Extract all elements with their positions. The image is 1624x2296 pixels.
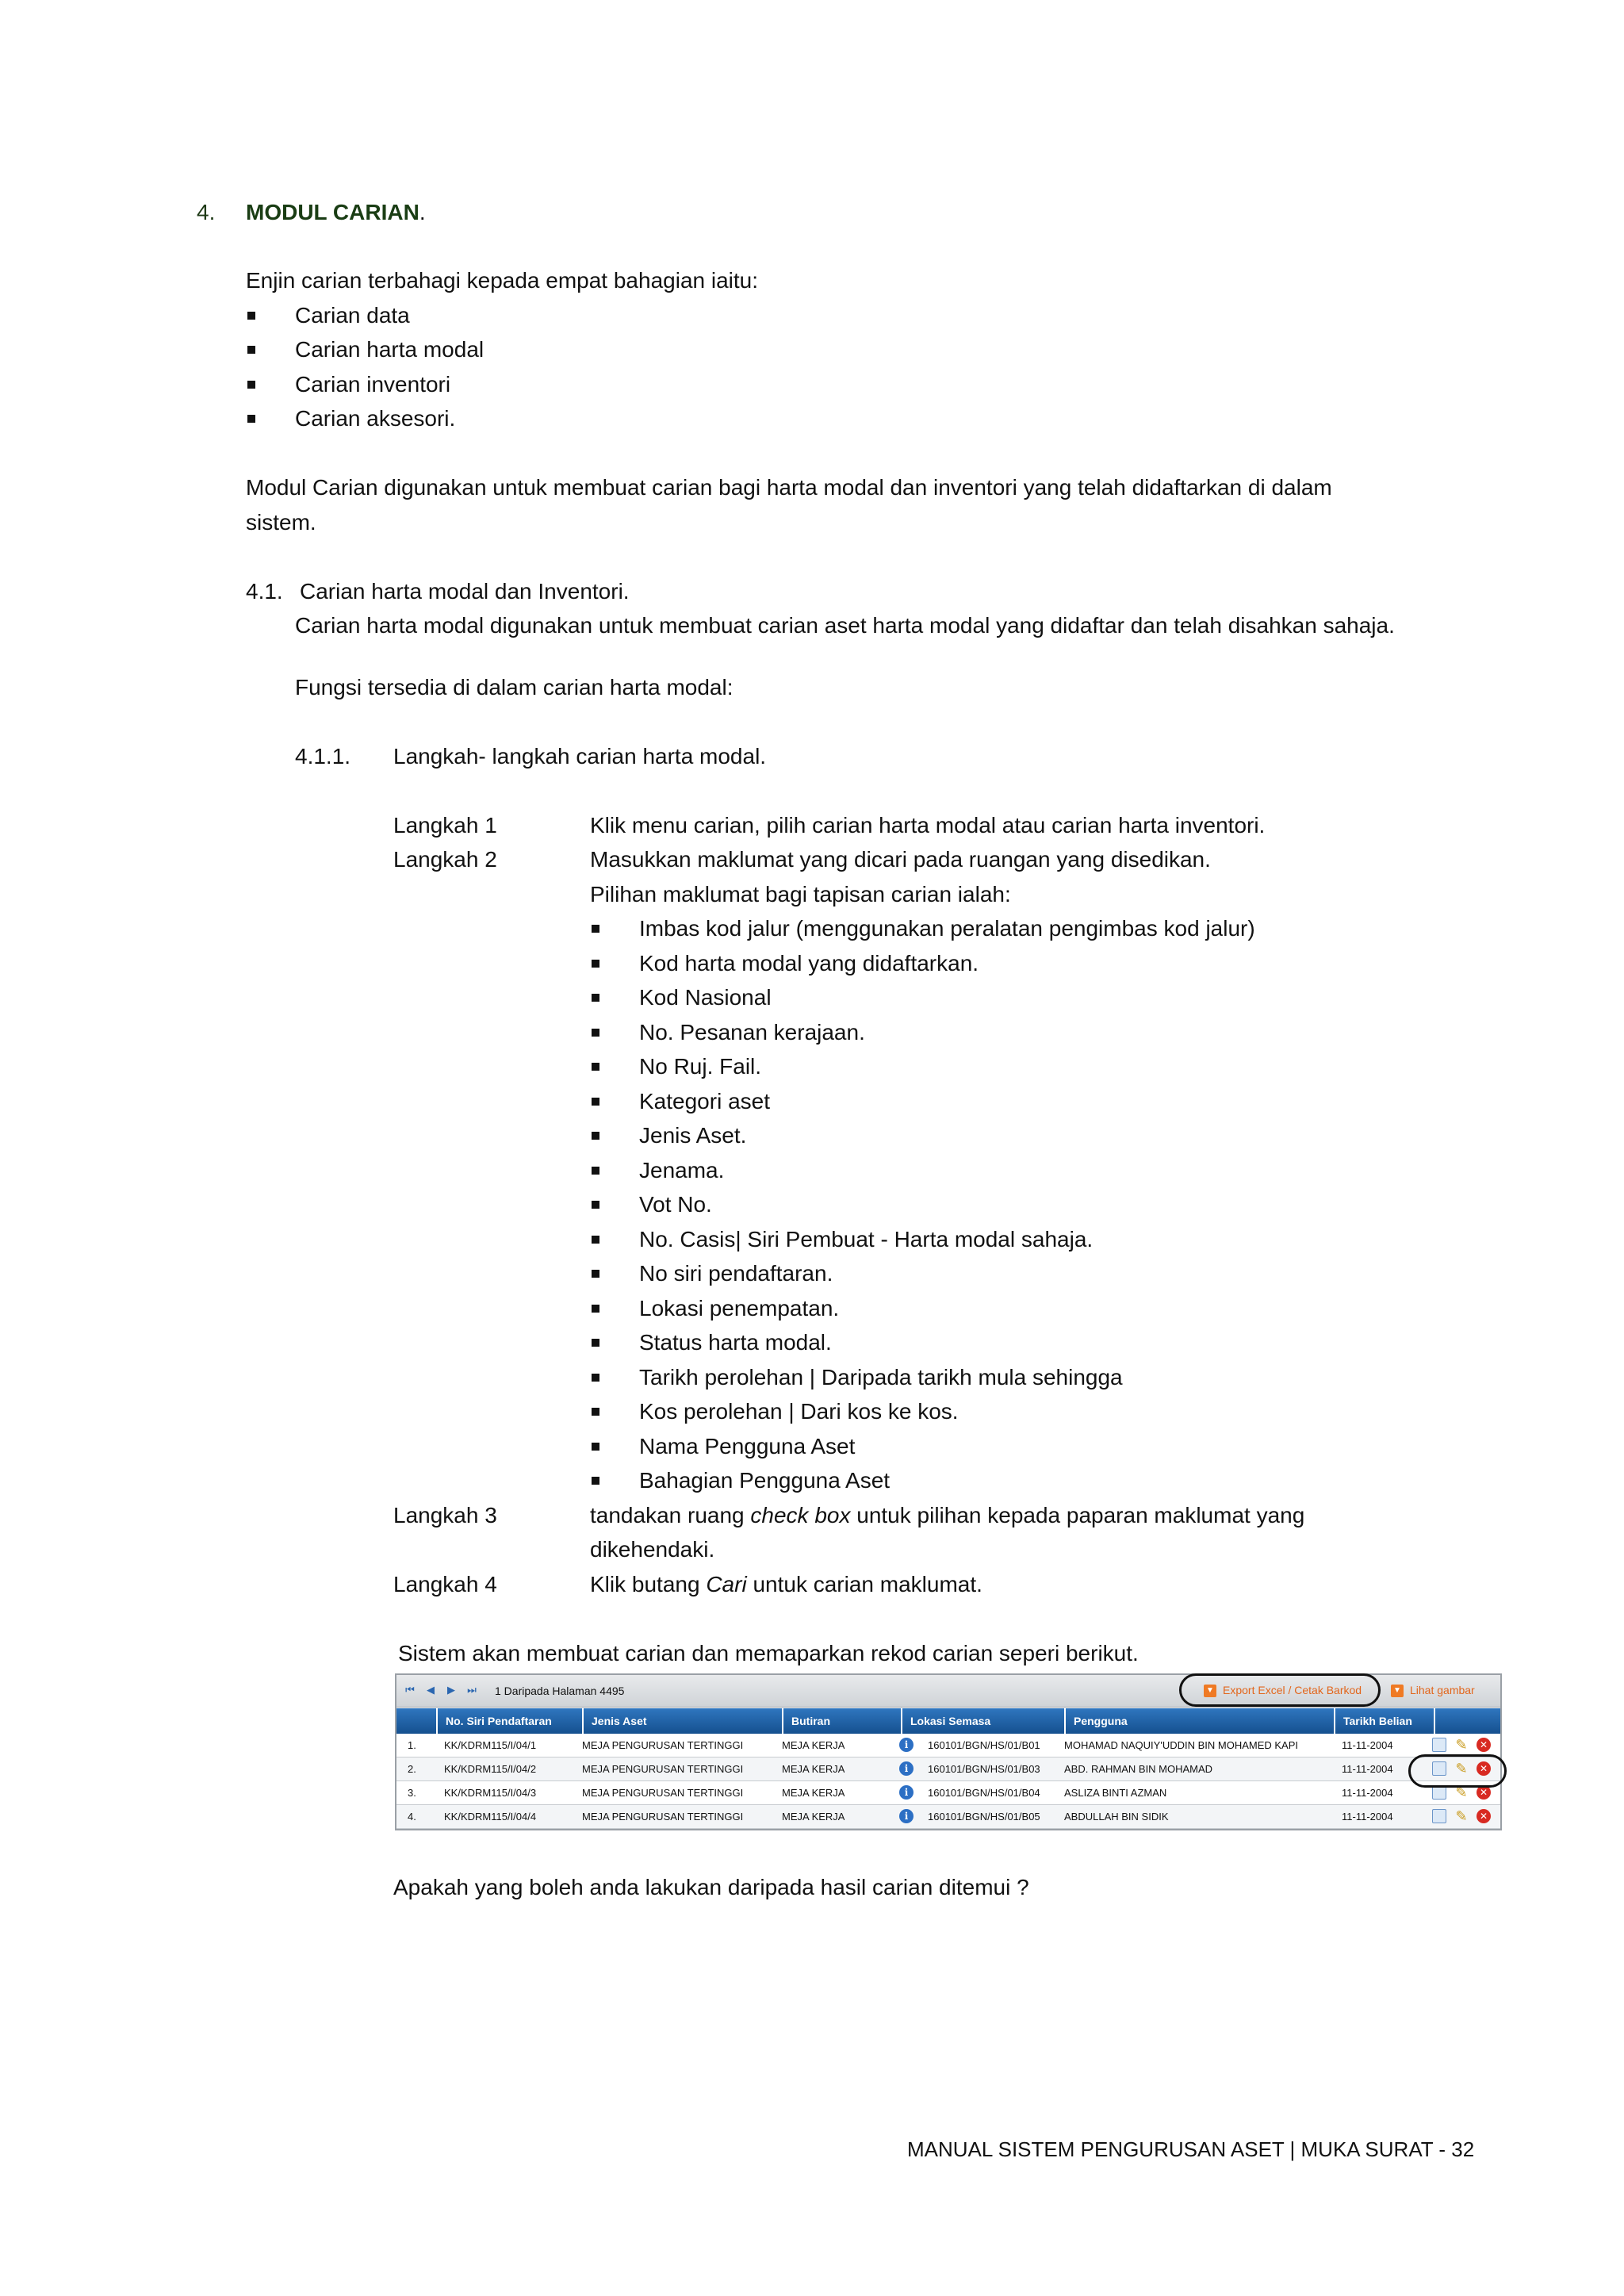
bullet-marker: [592, 1167, 599, 1175]
step-3-text-post: untuk pilihan kepada paparan maklumat yang: [850, 1503, 1305, 1527]
subsection-description: Carian harta modal digunakan untuk membuat carian aset harta modal yang didaftar dan telah disahkan sahaja.: [295, 613, 1395, 638]
delete-icon[interactable]: ✕: [1477, 1738, 1491, 1752]
table-header: [396, 1708, 1500, 1734]
highlight-oval: [1408, 1754, 1507, 1788]
page-footer: MANUAL SISTEM PENGURUSAN ASET | MUKA SURAT - 32: [907, 2137, 1475, 2161]
cell-pengguna: MOHAMAD NAQUIY'UDDIN BIN MOHAMED KAPI: [1064, 1739, 1299, 1751]
result-intro: Sistem akan membuat carian dan memaparkan rekod carian seperi berikut.: [398, 1641, 1139, 1665]
row-number: 1.: [408, 1739, 416, 1751]
bullet-marker: [592, 1063, 599, 1071]
subsection-title: Carian harta modal dan Inventori.: [300, 579, 630, 604]
bullet-marker: [247, 381, 255, 389]
cell-pengguna: ASLIZA BINTI AZMAN: [1064, 1787, 1167, 1799]
edit-pencil-icon[interactable]: ✎: [1455, 1808, 1468, 1824]
column-header[interactable]: Pengguna: [1064, 1708, 1334, 1734]
cell-jenis: MEJA PENGURUSAN TERTINGGI: [582, 1739, 744, 1751]
cell-tarikh: 11-11-2004: [1342, 1787, 1393, 1799]
cell-siri: KK/KDRM115/I/04/4: [444, 1811, 537, 1823]
filter-option: Bahagian Pengguna Aset: [639, 1468, 891, 1493]
table-row: [396, 1805, 1500, 1829]
filter-option: Status harta modal.: [639, 1330, 832, 1355]
section-title: [246, 198, 426, 227]
cell-butiran: MEJA KERJA: [782, 1739, 845, 1751]
view-document-icon[interactable]: [1432, 1738, 1446, 1752]
step-4-text: [590, 1570, 982, 1599]
row-number: 2.: [408, 1763, 416, 1775]
step-2-subtext: Pilihan maklumat bagi tapisan carian ialah:: [590, 882, 1011, 907]
export-excel-label: Export Excel / Cetak Barkod: [1223, 1684, 1362, 1696]
bullet-marker: [247, 346, 255, 354]
cell-tarikh: 11-11-2004: [1342, 1739, 1393, 1751]
filter-option: Imbas kod jalur (menggunakan peralatan pengimbas kod jalur): [639, 916, 1255, 941]
info-icon[interactable]: i: [899, 1761, 914, 1776]
previous-page-icon[interactable]: ◀: [427, 1684, 435, 1696]
filter-option: Lokasi penempatan.: [639, 1296, 840, 1320]
cell-lokasi: 160101/BGN/HS/01/B03: [928, 1763, 1040, 1775]
bullet-marker: [592, 1374, 599, 1382]
cell-tarikh: 11-11-2004: [1342, 1811, 1393, 1823]
intro-text: Enjin carian terbahagi kepada empat bahagian iaitu:: [246, 268, 759, 293]
info-icon[interactable]: i: [899, 1738, 914, 1752]
functions-text: Fungsi tersedia di dalam carian harta modal:: [295, 675, 733, 700]
description-line-1: Modul Carian digunakan untuk membuat carian bagi harta modal dan inventori yang telah didaftarkan di dalam: [246, 475, 1332, 500]
question-text: Apakah yang boleh anda lakukan daripada hasil carian ditemui ?: [393, 1875, 1029, 1899]
filter-option: No Ruj. Fail.: [639, 1054, 762, 1079]
cell-butiran: MEJA KERJA: [782, 1787, 845, 1799]
cell-butiran: MEJA KERJA: [782, 1763, 845, 1775]
filter-option: Jenis Aset.: [639, 1123, 747, 1148]
cell-jenis: MEJA PENGURUSAN TERTINGGI: [582, 1811, 744, 1823]
column-header[interactable]: No. Siri Pendaftaran: [436, 1708, 582, 1734]
cell-siri: KK/KDRM115/I/04/3: [444, 1787, 537, 1799]
bullet-marker: [592, 1477, 599, 1485]
cell-jenis: MEJA PENGURUSAN TERTINGGI: [582, 1787, 744, 1799]
subsection-number: 4.1.: [246, 579, 283, 604]
cell-lokasi: 160101/BGN/HS/01/B05: [928, 1811, 1040, 1823]
first-page-icon[interactable]: ⏮: [405, 1684, 415, 1696]
bullet-marker: [592, 1029, 599, 1037]
filter-option: Tarikh perolehan | Daripada tarikh mula sehingga: [639, 1365, 1123, 1389]
search-results-screenshot: [395, 1673, 1502, 1830]
bullet-marker: [592, 1132, 599, 1140]
filter-option: No siri pendaftaran.: [639, 1261, 833, 1286]
info-icon[interactable]: i: [899, 1785, 914, 1800]
bullet-marker: [592, 960, 599, 968]
step-3-text-line-2: dikehendaki.: [590, 1537, 715, 1562]
step-4-text-pre: Klik butang: [590, 1572, 707, 1596]
section-title-text: MODUL CARIAN: [246, 200, 419, 224]
step-3-label: Langkah 3: [393, 1503, 497, 1527]
cell-tarikh: 11-11-2004: [1342, 1763, 1393, 1775]
intro-bullet: Carian aksesori.: [295, 406, 456, 431]
dropdown-arrow-icon: ▼: [1204, 1685, 1216, 1697]
edit-pencil-icon[interactable]: ✎: [1455, 1737, 1468, 1753]
delete-icon[interactable]: ✕: [1477, 1761, 1491, 1776]
intro-bullet: Carian harta modal: [295, 337, 485, 362]
page-info: 1 Daripada Halaman 4495: [495, 1685, 625, 1697]
cell-pengguna: ABD. RAHMAN BIN MOHAMAD: [1064, 1763, 1213, 1775]
filter-option: Kategori aset: [639, 1089, 770, 1114]
cell-pengguna: ABDULLAH BIN SIDIK: [1064, 1811, 1169, 1823]
step-2-label: Langkah 2: [393, 847, 497, 872]
results-toolbar: [396, 1675, 1500, 1708]
step-1-label: Langkah 1: [393, 813, 497, 838]
cell-siri: KK/KDRM115/I/04/1: [444, 1739, 537, 1751]
step-4-text-post: untuk carian maklumat.: [746, 1572, 982, 1596]
column-header[interactable]: Jenis Aset: [582, 1708, 782, 1734]
intro-bullet: Carian inventori: [295, 372, 451, 397]
last-page-icon[interactable]: ⏭: [467, 1684, 477, 1696]
row-number: 3.: [408, 1787, 416, 1799]
filter-option: Kod Nasional: [639, 985, 772, 1010]
description-line-2: sistem.: [246, 510, 316, 535]
table-row: [396, 1757, 1500, 1781]
bullet-marker: [592, 1098, 599, 1106]
edit-pencil-icon[interactable]: ✎: [1455, 1761, 1468, 1777]
column-header[interactable]: Butiran: [782, 1708, 901, 1734]
cell-butiran: MEJA KERJA: [782, 1811, 845, 1823]
filter-option: Vot No.: [639, 1192, 712, 1217]
step-3-text-pre: tandakan ruang: [590, 1503, 751, 1527]
column-header[interactable]: Tarikh Belian: [1334, 1708, 1434, 1734]
cell-siri: KK/KDRM115/I/04/2: [444, 1763, 537, 1775]
cell-jenis: MEJA PENGURUSAN TERTINGGI: [582, 1763, 744, 1775]
table-row: [396, 1781, 1500, 1805]
delete-icon[interactable]: ✕: [1477, 1785, 1491, 1800]
view-image-button[interactable]: [1391, 1682, 1475, 1698]
cell-lokasi: 160101/BGN/HS/01/B01: [928, 1739, 1040, 1751]
bullet-marker: [592, 1201, 599, 1209]
bullet-marker: [592, 1270, 599, 1278]
subsubsection-title: Langkah- langkah carian harta modal.: [393, 744, 767, 769]
section-title-suffix: .: [419, 200, 426, 224]
step-1-text: Klik menu carian, pilih carian harta modal atau carian harta inventori.: [590, 813, 1266, 838]
step-4-text-emphasis: Cari: [706, 1572, 747, 1596]
section-number: 4.: [197, 200, 216, 224]
bullet-marker: [592, 1305, 599, 1313]
bullet-marker: [592, 1236, 599, 1244]
edit-pencil-icon[interactable]: ✎: [1455, 1784, 1468, 1800]
table-row: [396, 1734, 1500, 1757]
column-header[interactable]: Lokasi Semasa: [901, 1708, 1064, 1734]
bullet-marker: [592, 925, 599, 933]
next-page-icon[interactable]: ▶: [447, 1684, 455, 1696]
step-4-label: Langkah 4: [393, 1572, 497, 1596]
view-image-label: Lihat gambar: [1410, 1684, 1475, 1696]
bullet-marker: [247, 312, 255, 320]
dropdown-arrow-icon: ▼: [1391, 1685, 1404, 1697]
step-3-text: [590, 1501, 1304, 1530]
bullet-marker: [247, 415, 255, 423]
filter-option: No. Casis| Siri Pembuat - Harta modal sahaja.: [639, 1227, 1094, 1251]
cell-lokasi: 160101/BGN/HS/01/B04: [928, 1787, 1040, 1799]
filter-option: Kos perolehan | Dari kos ke kos.: [639, 1399, 959, 1424]
filter-option: No. Pesanan kerajaan.: [639, 1020, 865, 1045]
step-2-text: Masukkan maklumat yang dicari pada ruangan yang disedikan.: [590, 847, 1211, 872]
filter-option: Nama Pengguna Aset: [639, 1434, 856, 1458]
info-icon[interactable]: i: [899, 1809, 914, 1823]
row-number: 4.: [408, 1811, 416, 1823]
filter-option: Jenama.: [639, 1158, 725, 1182]
view-document-icon[interactable]: [1432, 1809, 1446, 1823]
column-header-actions: [1434, 1708, 1502, 1734]
bullet-marker: [592, 1443, 599, 1451]
intro-bullet: Carian data: [295, 303, 410, 328]
bullet-marker: [592, 1408, 599, 1416]
step-3-text-emphasis: check box: [750, 1503, 851, 1527]
highlight-oval: [1179, 1673, 1381, 1707]
bullet-marker: [592, 994, 599, 1002]
bullet-marker: [592, 1339, 599, 1347]
subsubsection-number: 4.1.1.: [295, 744, 351, 769]
filter-option: Kod harta modal yang didaftarkan.: [639, 951, 979, 976]
delete-icon[interactable]: ✕: [1477, 1809, 1491, 1823]
